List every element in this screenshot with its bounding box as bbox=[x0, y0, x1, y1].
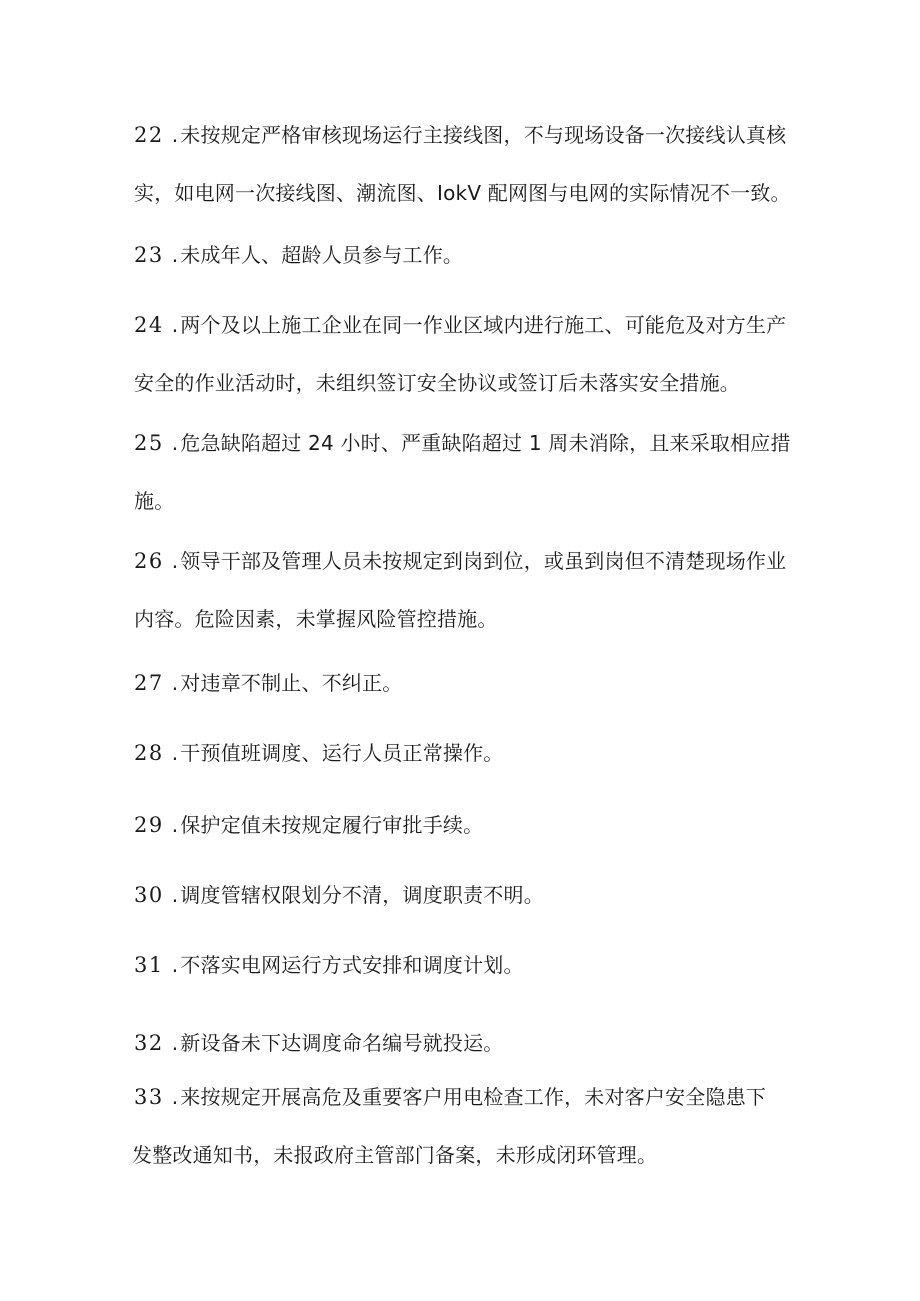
item-line-1 bbox=[134, 654, 814, 712]
list-item-31 bbox=[134, 936, 814, 994]
item-line-1 bbox=[134, 532, 814, 590]
list-item-32 bbox=[134, 1014, 814, 1072]
list-item-30 bbox=[134, 866, 814, 924]
item-line-1 bbox=[134, 106, 814, 164]
item-line-1 bbox=[134, 796, 814, 854]
item-separator: . bbox=[171, 813, 179, 837]
item-line-1 bbox=[134, 866, 814, 924]
item-number: 27 bbox=[134, 671, 164, 695]
list-item-33 bbox=[134, 1068, 814, 1184]
item-text: 来按规定开展高危及重要客户用电检查工作，未对客户安全隐患下 bbox=[180, 1085, 767, 1109]
item-text: 未按规定严格审核现场运行主接线图，不与现场设备一次接线认真核 bbox=[180, 123, 787, 147]
item-line-1 bbox=[134, 936, 814, 994]
item-text: 未成年人、超龄人员参与工作。 bbox=[180, 243, 464, 267]
item-separator: . bbox=[171, 741, 179, 765]
item-line-1 bbox=[134, 724, 814, 782]
item-text: 内容。危险因素，未掌握风险管控措施。 bbox=[134, 607, 498, 631]
item-text: 两个及以上施工企业在同一作业区域内进行施工、可能危及对方生产 bbox=[180, 313, 787, 337]
item-line-1 bbox=[134, 1068, 814, 1126]
item-line-1 bbox=[134, 414, 814, 472]
item-number: 22 bbox=[134, 123, 164, 147]
item-text: 施。 bbox=[134, 489, 175, 513]
item-number: 33 bbox=[134, 1085, 164, 1109]
list-item-26 bbox=[134, 532, 814, 648]
item-separator: . bbox=[171, 549, 179, 573]
item-separator: . bbox=[171, 243, 179, 267]
item-separator: . bbox=[171, 123, 179, 147]
item-text: 保护定值未按规定履行审批手续。 bbox=[180, 813, 484, 837]
item-text: 危急缺陷超过 24 小时、严重缺陷超过 1 周未消除，且来采取相应措 bbox=[180, 431, 791, 455]
item-separator: . bbox=[171, 1085, 179, 1109]
item-line-2 bbox=[134, 164, 814, 222]
list-item-28 bbox=[134, 724, 814, 782]
list-item-22 bbox=[134, 106, 814, 222]
list-item-25 bbox=[134, 414, 814, 530]
item-text: 干预值班调度、运行人员正常操作。 bbox=[180, 741, 504, 765]
item-text: 领导干部及管理人员未按规定到岗到位，或虽到岗但不清楚现场作业 bbox=[180, 549, 787, 573]
item-text: 安全的作业活动时，未组织签订安全协议或签订后未落实安全措施。 bbox=[134, 371, 740, 395]
list-item-29 bbox=[134, 796, 814, 854]
item-number: 32 bbox=[134, 1031, 164, 1055]
item-text: 调度管辖权限划分不清，调度职责不明。 bbox=[180, 883, 544, 907]
list-item-24 bbox=[134, 296, 814, 412]
item-line-2 bbox=[132, 1126, 814, 1184]
item-separator: . bbox=[171, 883, 179, 907]
item-line-1 bbox=[134, 1014, 814, 1072]
item-separator: . bbox=[171, 671, 179, 695]
item-line-1 bbox=[134, 296, 814, 354]
item-number: 23 bbox=[134, 243, 164, 267]
item-text: 发整改通知书，未报政府主管部门备案，未形成闭环管理。 bbox=[132, 1143, 658, 1167]
item-text: 新设备未下达调度命名编号就投运。 bbox=[180, 1031, 504, 1055]
item-line-2 bbox=[134, 354, 814, 412]
list-item-23 bbox=[134, 226, 814, 284]
item-number: 31 bbox=[134, 953, 164, 977]
item-number: 26 bbox=[134, 549, 164, 573]
item-number: 30 bbox=[134, 883, 164, 907]
item-number: 24 bbox=[134, 313, 164, 337]
item-number: 28 bbox=[134, 741, 164, 765]
item-separator: . bbox=[171, 431, 179, 455]
item-number: 25 bbox=[134, 431, 164, 455]
list-item-27 bbox=[134, 654, 814, 712]
item-text: 实，如电网一次接线图、潮流图、IokV 配网图与电网的实际情况不一致。 bbox=[134, 181, 791, 205]
item-separator: . bbox=[171, 1031, 179, 1055]
item-number: 29 bbox=[134, 813, 164, 837]
item-line-2 bbox=[134, 472, 814, 530]
item-line-1 bbox=[134, 226, 814, 284]
item-separator: . bbox=[171, 313, 179, 337]
item-line-2 bbox=[134, 590, 814, 648]
item-text: 对违章不制止、不纠正。 bbox=[180, 671, 403, 695]
item-text: 不落实电网运行方式安排和调度计划。 bbox=[180, 953, 524, 977]
item-separator: . bbox=[171, 953, 179, 977]
